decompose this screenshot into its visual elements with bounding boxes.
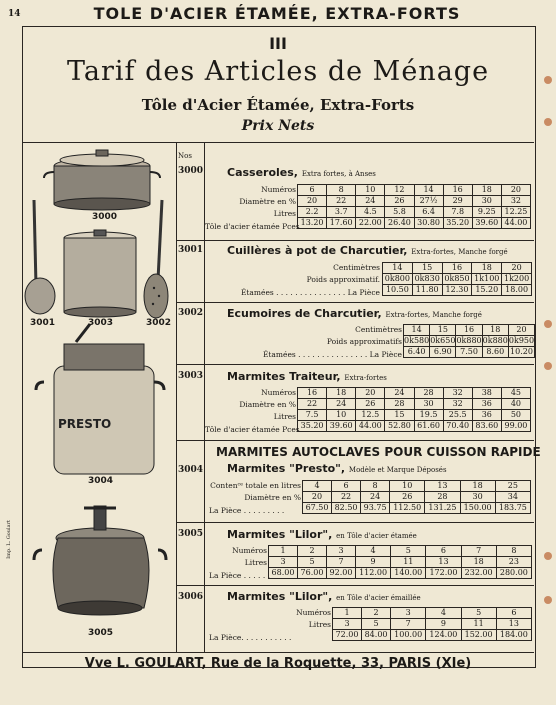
table-cell: 280.00 — [496, 568, 531, 579]
table-cell: 0k880 — [456, 336, 482, 345]
table-cell: 112.00 — [356, 568, 391, 579]
table-cell: 38 — [472, 388, 501, 399]
table-cell: 6.90 — [430, 347, 456, 358]
title-note: Extra-fortes, Manche forgé — [411, 248, 508, 256]
table-cell: 20 — [502, 263, 532, 274]
table-cell: 16 — [442, 263, 472, 274]
table-cell: 32 — [443, 399, 472, 410]
table-cell: 18 — [460, 481, 495, 492]
table-cell: 12.25 — [501, 207, 530, 218]
price-table — [297, 387, 531, 432]
table-cell: 8 — [327, 185, 356, 196]
table-cell: 30.80 — [414, 218, 443, 229]
table-cell: 5 — [391, 546, 426, 557]
row-label: Étamées . . . . . . . . . . . . . . . La Pièce — [240, 288, 380, 297]
table-cell: 44.00 — [356, 421, 385, 432]
table-cell: 124.00 — [426, 630, 461, 641]
table-cell: 16 — [298, 388, 327, 399]
section-title — [227, 528, 417, 541]
table-cell: 15 — [412, 263, 442, 274]
item-number: 3003 — [178, 371, 204, 381]
table-cell: 184.00 — [496, 630, 531, 641]
table-row — [298, 399, 531, 410]
table-cell: 12 — [385, 185, 414, 196]
image-caption: 3000 — [92, 212, 118, 222]
table-cell: 67.50 — [303, 503, 332, 514]
table-cell: 112.50 — [390, 503, 425, 514]
title-note: en Tôle d'acier étamée — [336, 532, 417, 540]
table-cell: 92.00 — [327, 568, 356, 579]
table-row — [404, 347, 535, 358]
table-cell: 7.5 — [298, 410, 327, 421]
table-row — [298, 218, 531, 229]
binder-hole — [544, 320, 552, 328]
table-cell: 7 — [391, 619, 426, 630]
table-cell: 5.8 — [385, 207, 414, 218]
table-cell: 72.00 — [333, 630, 362, 641]
table-cell: 36 — [472, 410, 501, 421]
table-cell: 19.5 — [414, 410, 443, 421]
table-cell: 32 — [501, 196, 530, 207]
table-cell: 100.00 — [391, 630, 426, 641]
binder-hole — [544, 362, 552, 370]
row-label: Litres — [273, 209, 296, 218]
table-cell: 76.00 — [298, 568, 327, 579]
table-row — [383, 263, 532, 274]
divider — [176, 522, 534, 523]
table-cell: 68.00 — [269, 568, 298, 579]
table-cell: 172.00 — [426, 568, 461, 579]
skimmer-icon — [144, 200, 168, 318]
table-cell: 7.8 — [443, 207, 472, 218]
title-text: Marmites "Lilor", — [227, 590, 333, 603]
table-cell: 12.5 — [356, 410, 385, 421]
table-cell: 0k850 — [442, 274, 472, 285]
autoclave-heading: MARMITES AUTOCLAVES POUR CUISSON RAPIDE — [216, 445, 541, 459]
price-table — [297, 184, 531, 229]
section-title — [227, 244, 508, 257]
table-cell: 26.40 — [385, 218, 414, 229]
row-label: Centimètres — [355, 325, 402, 334]
row-label: Numéros — [296, 608, 331, 617]
divider — [22, 142, 534, 143]
table-cell: 10 — [356, 185, 385, 196]
table-cell: 0k830 — [412, 274, 442, 285]
binder-hole — [544, 596, 552, 604]
table-cell: 28 — [425, 492, 460, 503]
table-row — [269, 546, 532, 557]
price-table — [302, 480, 531, 514]
page-header: TOLE D'ACIER ÉTAMÉE, EXTRA-FORTS — [93, 4, 461, 23]
table-cell: 7 — [461, 546, 496, 557]
table-cell: 26 — [356, 399, 385, 410]
table-cell: 30 — [472, 196, 501, 207]
table-cell: 82.50 — [332, 503, 361, 514]
table-cell: 10 — [390, 481, 425, 492]
table-cell: 8.60 — [482, 347, 508, 358]
title-text: Ecumoires de Charcutier, — [227, 307, 382, 320]
table-row — [404, 336, 535, 347]
row-label: Diamètre en % — [239, 400, 296, 409]
table-cell: 83.60 — [472, 421, 501, 432]
table-cell: 183.75 — [495, 503, 530, 514]
title-text: Marmites "Presto", — [227, 462, 346, 475]
table-cell: 0k650 — [430, 336, 456, 345]
table-cell: 152.00 — [461, 630, 496, 641]
table-cell: 14 — [414, 185, 443, 196]
table-cell: 6.40 — [404, 347, 430, 358]
binder-hole — [544, 76, 552, 84]
title-note: Extra-fortes, Manche forgé — [385, 311, 482, 319]
table-cell: 26 — [390, 492, 425, 503]
title-note: Extra fortes, à Anses — [301, 170, 376, 178]
item-number: 3001 — [178, 245, 204, 255]
table-row — [333, 608, 532, 619]
presto-pot-icon — [36, 324, 164, 474]
image-caption: 3005 — [88, 628, 114, 638]
table-cell: 22 — [327, 196, 356, 207]
casserole-icon — [44, 150, 160, 210]
publisher-address: Vve L. GOULART, Rue de la Roquette, 33, PARIS (XIe) — [84, 656, 472, 671]
table-row — [333, 630, 532, 641]
stock-pot-icon — [64, 230, 136, 317]
divider — [176, 364, 534, 365]
item-number: 3000 — [178, 166, 204, 176]
table-row — [303, 492, 531, 503]
title-note: Extra-fortes — [344, 374, 387, 382]
table-row — [383, 274, 532, 285]
row-label: Numéros — [261, 388, 296, 397]
table-cell: 18 — [482, 325, 508, 336]
table-row — [269, 568, 532, 579]
side-note: Imp. L. Goulart — [6, 520, 12, 559]
table-cell: 3.7 — [327, 207, 356, 218]
table-row — [298, 421, 531, 432]
table-cell: 24 — [356, 196, 385, 207]
row-label: Litres — [273, 412, 296, 421]
table-cell: 6 — [298, 185, 327, 196]
table-cell: 3 — [327, 546, 356, 557]
column-divider — [176, 142, 177, 652]
table-cell: 14 — [404, 325, 430, 336]
table-cell: 28 — [385, 399, 414, 410]
table-cell: 13 — [496, 619, 531, 630]
table-cell: 39.60 — [472, 218, 501, 229]
table-cell: 4 — [356, 546, 391, 557]
table-cell: 9 — [356, 557, 391, 568]
table-cell: 18.00 — [502, 285, 532, 296]
item-number: 3002 — [178, 308, 204, 318]
table-cell: 11 — [391, 557, 426, 568]
table-cell: 24 — [327, 399, 356, 410]
table-cell: 35.20 — [298, 421, 327, 432]
table-cell: 13.20 — [298, 218, 327, 229]
table-cell: 131.25 — [425, 503, 460, 514]
numbers-column-label: Nos — [178, 152, 192, 160]
row-label: La Pièce . . . . . . — [209, 571, 270, 580]
table-cell: 15.20 — [472, 285, 502, 296]
row-label: Centimètres — [333, 263, 380, 272]
row-label: Étamées . . . . . . . . . . . . . . . La Pièce — [262, 350, 402, 359]
row-label: Diamètre en % — [239, 197, 296, 206]
table-cell: 52.80 — [385, 421, 414, 432]
image-caption: 3001 — [30, 318, 56, 328]
image-caption: 3002 — [146, 318, 172, 328]
table-cell: 5 — [298, 557, 327, 568]
divider — [176, 585, 534, 586]
table-cell: 6 — [496, 608, 531, 619]
title-text: Marmites "Lilor", — [227, 528, 333, 541]
table-cell: 15 — [385, 410, 414, 421]
table-cell: 15 — [430, 325, 456, 336]
table-cell: 2 — [298, 546, 327, 557]
row-label: La Pièce. . . . . . . . . . . — [209, 633, 292, 642]
table-cell: 11 — [461, 619, 496, 630]
table-cell: 6 — [332, 481, 361, 492]
chapter-number: III — [269, 34, 287, 53]
table-cell: 26 — [385, 196, 414, 207]
image-caption: 3004 — [88, 476, 114, 486]
table-cell: 5 — [461, 608, 496, 619]
table-cell: 3 — [333, 619, 362, 630]
table-row — [303, 503, 531, 514]
row-label: La Pièce . . . . . . . . . — [209, 506, 285, 515]
table-cell: 24 — [385, 388, 414, 399]
table-cell: 10.20 — [510, 347, 533, 356]
section-title — [227, 590, 421, 603]
table-cell: 45 — [501, 388, 530, 399]
binder-hole — [544, 118, 552, 126]
price-note: Prix Nets — [241, 118, 315, 134]
table-cell: 5 — [362, 619, 391, 630]
divider — [22, 652, 534, 653]
table-cell: 140.00 — [391, 568, 426, 579]
row-label: Numéros — [261, 185, 296, 194]
table-cell: 70.40 — [443, 421, 472, 432]
table-cell: 93.75 — [361, 503, 390, 514]
row-label: Numéros — [232, 546, 267, 555]
page-number: 14 — [8, 9, 21, 19]
table-cell: 14 — [383, 263, 413, 274]
table-cell: 50 — [501, 410, 530, 421]
table-cell: 20 — [508, 325, 534, 336]
image-caption: 3003 — [88, 318, 114, 328]
table-cell: 40 — [501, 399, 530, 410]
table-cell: 1k200 — [502, 274, 532, 285]
price-table — [403, 324, 535, 358]
table-cell: 23 — [496, 557, 531, 568]
table-cell: 2 — [362, 608, 391, 619]
table-cell: 36 — [472, 399, 501, 410]
table-cell: 8 — [361, 481, 390, 492]
table-row — [383, 285, 532, 296]
table-cell: 4 — [426, 608, 461, 619]
table-cell: 16 — [443, 185, 472, 196]
table-cell: 29 — [443, 196, 472, 207]
row-label: Poids approximatifs — [326, 337, 402, 346]
table-cell: 61.60 — [414, 421, 443, 432]
table-cell: 30 — [414, 399, 443, 410]
title-text: Marmites Traiteur, — [227, 370, 341, 383]
row-label: Diamètre en % — [244, 493, 301, 502]
table-cell: 8 — [496, 546, 531, 557]
title-note: en Tôle d'acier émaillée — [336, 594, 421, 602]
table-cell: 13 — [425, 481, 460, 492]
row-label: Contenᶜᵉ totale en litres — [210, 481, 301, 490]
table-cell: 20 — [356, 388, 385, 399]
table-cell: 18 — [327, 388, 356, 399]
table-row — [298, 388, 531, 399]
section-title — [227, 462, 447, 475]
table-cell: 10 — [327, 410, 356, 421]
table-cell: 18 — [461, 557, 496, 568]
table-cell: 0k950 — [508, 336, 535, 345]
table-cell: 39.60 — [327, 421, 356, 432]
table-cell: 20 — [501, 185, 530, 196]
table-cell: 28 — [414, 388, 443, 399]
table-cell: 9 — [426, 619, 461, 630]
title-text: Casseroles, — [227, 166, 298, 179]
column-divider — [204, 142, 205, 652]
table-cell: 18 — [472, 263, 502, 274]
ladle-icon — [25, 200, 55, 314]
table-cell: 22 — [332, 492, 361, 503]
divider — [176, 302, 534, 303]
table-row — [333, 619, 532, 630]
section-title — [227, 307, 482, 320]
table-cell: 18 — [472, 185, 501, 196]
table-cell: 4.5 — [356, 207, 385, 218]
table-row — [298, 185, 531, 196]
table-cell: 12.30 — [442, 285, 472, 296]
table-cell: 7 — [327, 557, 356, 568]
table-cell: 4 — [303, 481, 332, 492]
svg-text:PRESTO: PRESTO — [58, 417, 112, 431]
table-cell: 20 — [303, 492, 332, 503]
row-label: Tôle d'acier étamée Pces — [205, 222, 300, 231]
section-title — [227, 166, 376, 179]
table-cell: 0k580 — [404, 336, 430, 345]
table-cell: 0k800 — [383, 274, 413, 285]
table-cell: 44.00 — [501, 218, 530, 229]
item-number: 3006 — [178, 592, 204, 602]
table-cell: 16 — [456, 325, 482, 336]
row-label: Tôle d'acier étamée Pces — [205, 425, 300, 434]
table-cell: 32 — [443, 388, 472, 399]
table-cell: 84.00 — [362, 630, 391, 641]
table-cell: 2.2 — [298, 207, 327, 218]
table-cell: 24 — [361, 492, 390, 503]
table-cell: 22.00 — [356, 218, 385, 229]
divider — [176, 440, 534, 441]
price-table — [382, 262, 532, 296]
table-cell: 1 — [333, 608, 362, 619]
table-cell: 6.4 — [414, 207, 443, 218]
row-label: Poids approximatif. — [306, 275, 380, 284]
table-cell: 10.50 — [383, 285, 413, 296]
table-cell: 17.60 — [327, 218, 356, 229]
title-note: Modèle et Marque Déposés — [348, 466, 447, 474]
table-cell: 30 — [460, 492, 495, 503]
item-number: 3004 — [178, 465, 204, 475]
section-title — [227, 370, 387, 383]
table-row — [298, 196, 531, 207]
table-row — [298, 410, 531, 421]
page-title: Tarif des Articles de Ménage — [66, 56, 490, 87]
table-cell: 25.5 — [443, 410, 472, 421]
binder-hole — [544, 552, 552, 560]
table-cell: 34 — [495, 492, 530, 503]
table-cell: 6 — [426, 546, 461, 557]
table-cell: 99.00 — [501, 421, 530, 432]
title-text: Cuillères à pot de Charcutier, — [227, 244, 408, 257]
table-row — [404, 325, 535, 336]
table-cell: 13 — [426, 557, 461, 568]
row-label: Litres — [308, 620, 331, 629]
table-cell: 27½ — [414, 196, 443, 207]
table-cell: 232.00 — [461, 568, 496, 579]
table-cell: 0k880 — [482, 336, 508, 345]
page-subtitle: Tôle d'Acier Étamée, Extra-Forts — [141, 96, 415, 114]
table-row — [269, 557, 532, 568]
price-table — [332, 607, 532, 641]
table-cell: 11.80 — [412, 285, 442, 296]
item-number: 3005 — [178, 529, 204, 539]
table-cell: 9.25 — [472, 207, 501, 218]
table-cell: 1k100 — [472, 274, 502, 285]
table-cell: 7.50 — [456, 347, 482, 358]
divider — [176, 240, 534, 241]
table-row — [303, 481, 531, 492]
table-cell: 25 — [495, 481, 530, 492]
table-cell: 1 — [269, 546, 298, 557]
table-row — [298, 207, 531, 218]
price-table — [268, 545, 532, 579]
table-cell: 3 — [391, 608, 426, 619]
table-cell: 20 — [298, 196, 327, 207]
lilor-pot-icon — [34, 506, 166, 615]
table-cell: 35.20 — [443, 218, 472, 229]
table-cell: 3 — [269, 557, 298, 568]
table-cell: 22 — [298, 399, 327, 410]
table-cell: 150.00 — [460, 503, 495, 514]
row-label: Litres — [244, 558, 267, 567]
